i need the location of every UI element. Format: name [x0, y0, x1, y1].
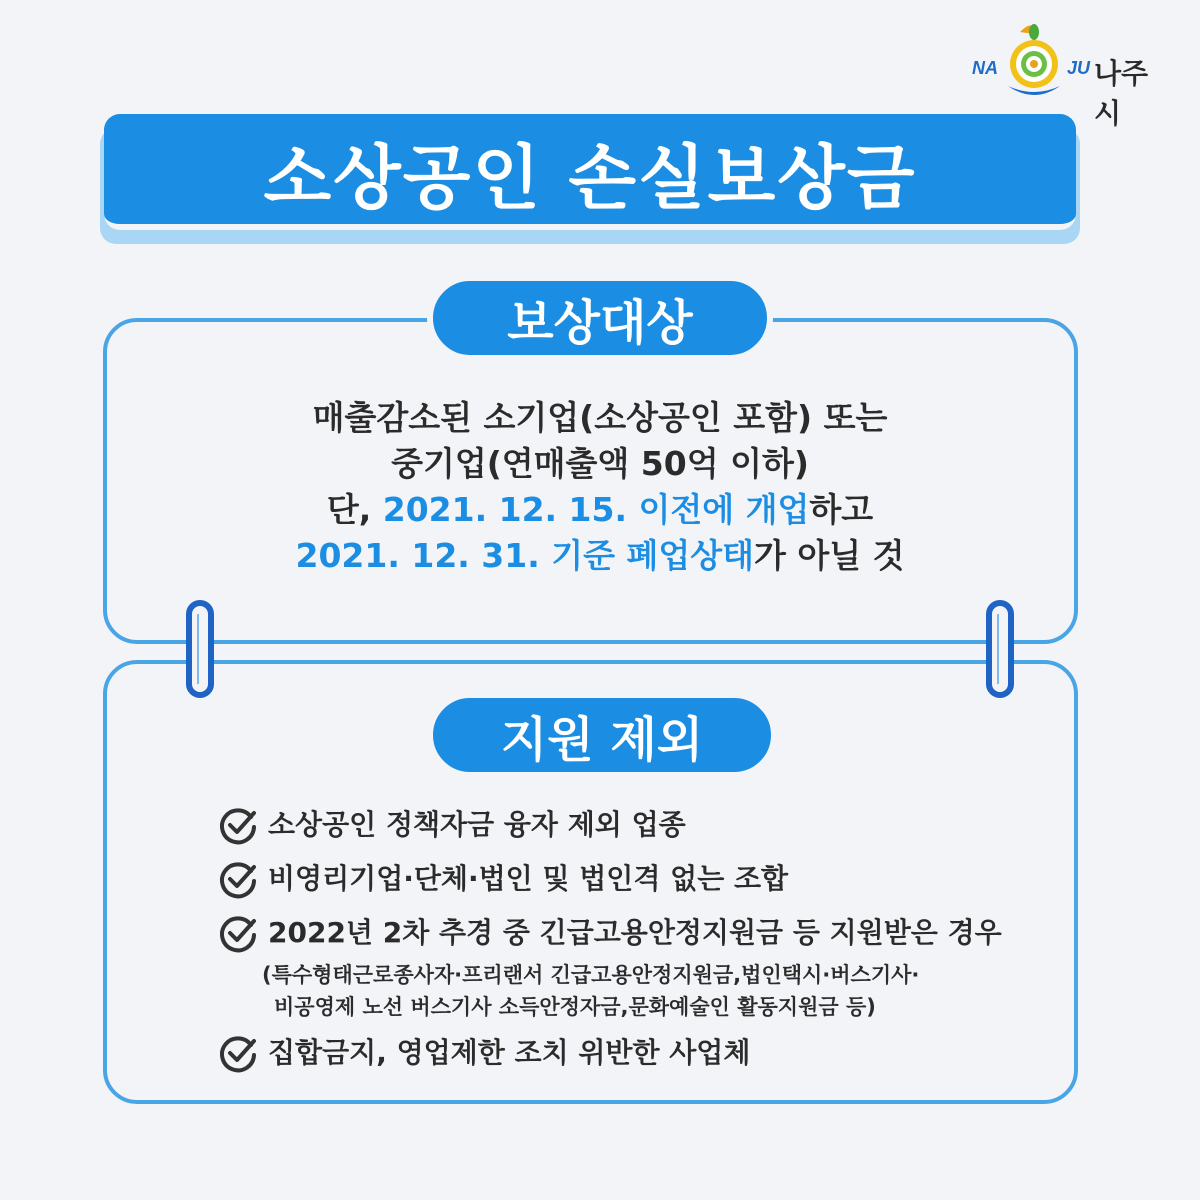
- binder-ring-left-icon: [186, 600, 214, 698]
- logo-ju-text: JU: [1067, 58, 1091, 78]
- binder-ring-right-icon: [986, 600, 1014, 698]
- eligibility-line-3-suffix: 하고: [809, 490, 874, 529]
- logo-city-name: 나주시: [1094, 57, 1149, 130]
- check-circle-icon: [218, 859, 258, 899]
- eligibility-heading: 보상대상: [427, 275, 773, 361]
- list-item: [218, 805, 1038, 845]
- list-item-sub-note: [262, 959, 1038, 1023]
- naju-emblem-icon: [1000, 22, 1068, 102]
- check-circle-icon: [218, 805, 258, 845]
- page-title: 소상공인 손실보상금: [263, 136, 917, 219]
- eligibility-open-date: 2021. 12. 15. 이전에 개업: [382, 490, 810, 529]
- list-item-text: 집합금지, 영업제한 조치 위반한 사업체: [268, 1036, 751, 1069]
- sub-note-line-2: 비공영제 노선 버스기사 소득안정자금,문화예술인 활동지원금 등): [274, 995, 876, 1019]
- eligibility-line-3: [150, 487, 1050, 533]
- list-item-text: 소상공인 정책자금 융자 제외 업종: [268, 808, 686, 841]
- list-item-text: 비영리기업·단체·법인 및 법인격 없는 조합: [268, 862, 789, 895]
- list-item: [218, 1033, 1038, 1073]
- sub-note-line-1: (특수형태근로종사자·프리랜서 긴급고용안정지원금,법인택시·버스기사·: [262, 963, 920, 987]
- eligibility-text: [150, 395, 1050, 579]
- list-item: [218, 913, 1038, 953]
- list-item-text: 2022년 2차 추경 중 긴급고용안정지원금 등 지원받은 경우: [268, 916, 1002, 949]
- check-circle-icon: [218, 1033, 258, 1073]
- eligibility-line-1: 매출감소된 소기업(소상공인 포함) 또는: [312, 398, 888, 437]
- eligibility-line-4: [150, 533, 1050, 579]
- naju-logo: [972, 22, 1162, 130]
- exclusion-heading: 지원 제외: [427, 692, 777, 778]
- eligibility-line-4-suffix: 가 아닐 것: [754, 536, 905, 575]
- exclusion-list: [218, 805, 1038, 1087]
- list-item: [218, 859, 1038, 899]
- eligibility-line-3-prefix: 단,: [326, 490, 383, 529]
- check-circle-icon: [218, 913, 258, 953]
- eligibility-closure-date: 2021. 12. 31. 기준 폐업상태: [295, 536, 755, 575]
- eligibility-line-2: 중기업(연매출액 50억 이하): [391, 444, 809, 483]
- logo-na-text: NA: [972, 58, 998, 78]
